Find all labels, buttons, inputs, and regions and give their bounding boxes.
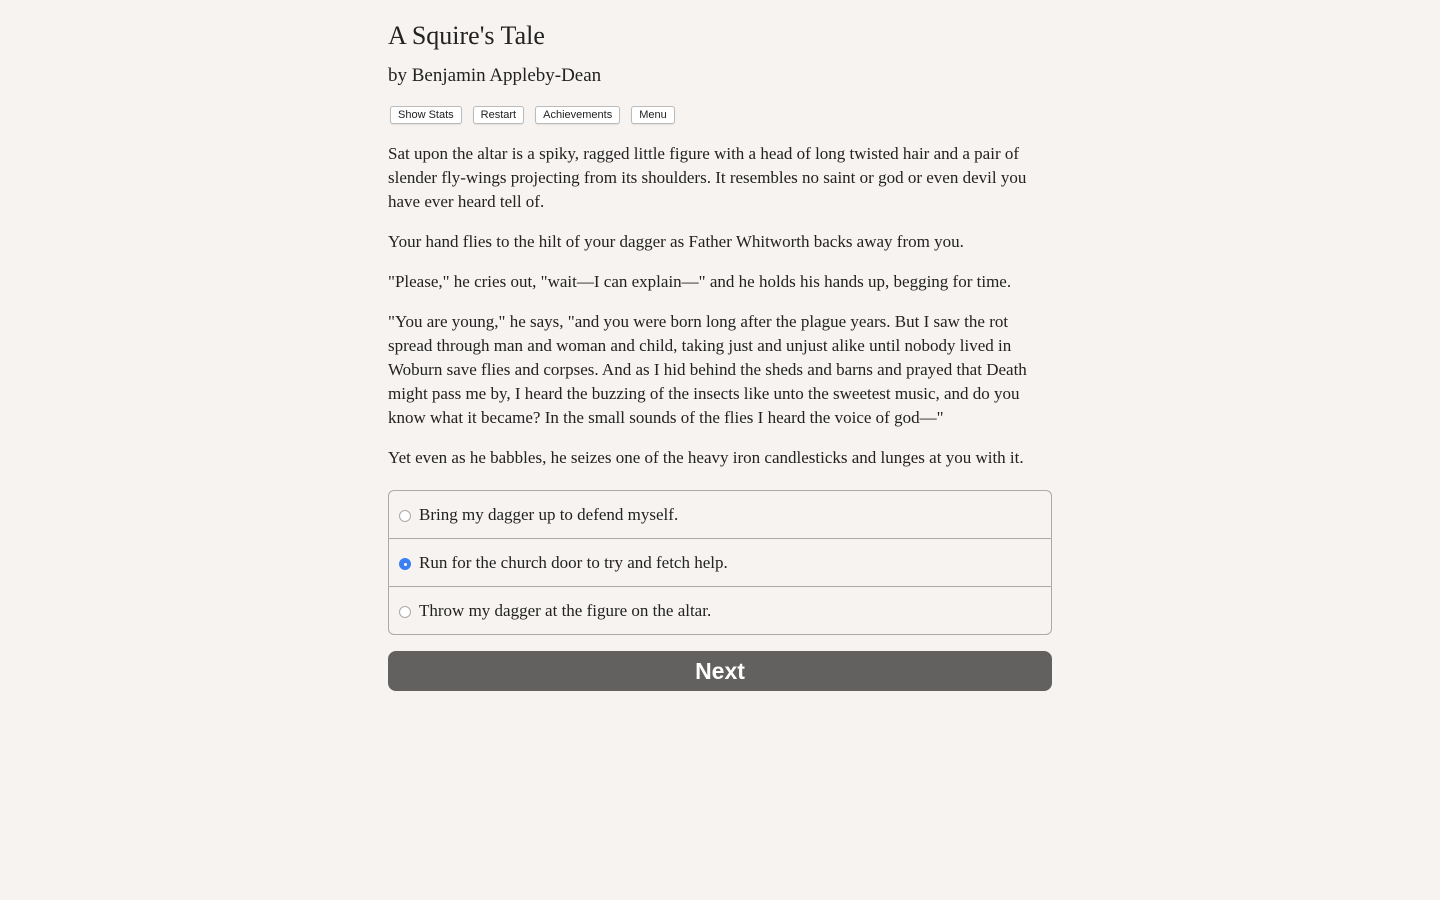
game-title: A Squire's Tale — [388, 21, 545, 50]
next-button[interactable]: Next — [388, 651, 1052, 691]
restart-button[interactable]: Restart — [473, 106, 524, 124]
choice-label: Bring my dagger up to defend myself. — [419, 504, 679, 524]
choice-label: Throw my dagger at the figure on the altar. — [419, 600, 712, 620]
show-stats-button[interactable]: Show Stats — [390, 106, 462, 124]
toolbar — [388, 106, 1052, 124]
choice-list — [388, 490, 1052, 635]
choice-label: Run for the church door to try and fetch help. — [419, 552, 728, 572]
radio-button[interactable] — [399, 606, 411, 618]
story-paragraph: "Please," he cries out, "wait—I can explain—" and he holds his hands up, begging for time. — [388, 272, 1012, 291]
achievements-button[interactable]: Achievements — [535, 106, 620, 124]
menu-button[interactable]: Menu — [631, 106, 675, 124]
story-paragraph: Yet even as he babbles, he seizes one of the heavy iron candlesticks and lunges at you with it. — [388, 448, 1024, 467]
story-paragraph: Your hand flies to the hilt of your dagger as Father Whitworth backs away from you. — [388, 232, 964, 251]
author-byline: by Benjamin Appleby-Dean — [388, 65, 602, 86]
radio-button[interactable] — [399, 558, 411, 570]
story-paragraph: "You are young," he says, "and you were born long after the plague years. But I saw the rot spread through man and woman and child, taking just and unjust alike until nobody lived in Woburn save flies and corpses. And as I hid behind the sheds and barns and prayed that Death might pass me by, I heard the buzzing of the insects like unto the sweetest music, and do you know what it became? In the small sounds of the flies I heard the voice of god—" — [388, 312, 1027, 427]
radio-button[interactable] — [399, 510, 411, 522]
story-paragraph: Sat upon the altar is a spiky, ragged little figure with a head of long twisted hair and a pair of slender fly-wings projecting from its shoulders. It resembles no saint or god or even devil you have ever heard tell of. — [388, 144, 1027, 211]
game-container — [388, 0, 1052, 691]
choice-option[interactable] — [389, 586, 1051, 634]
story-text — [388, 142, 1052, 470]
choice-option[interactable] — [389, 491, 1051, 538]
choice-option[interactable] — [389, 538, 1051, 586]
